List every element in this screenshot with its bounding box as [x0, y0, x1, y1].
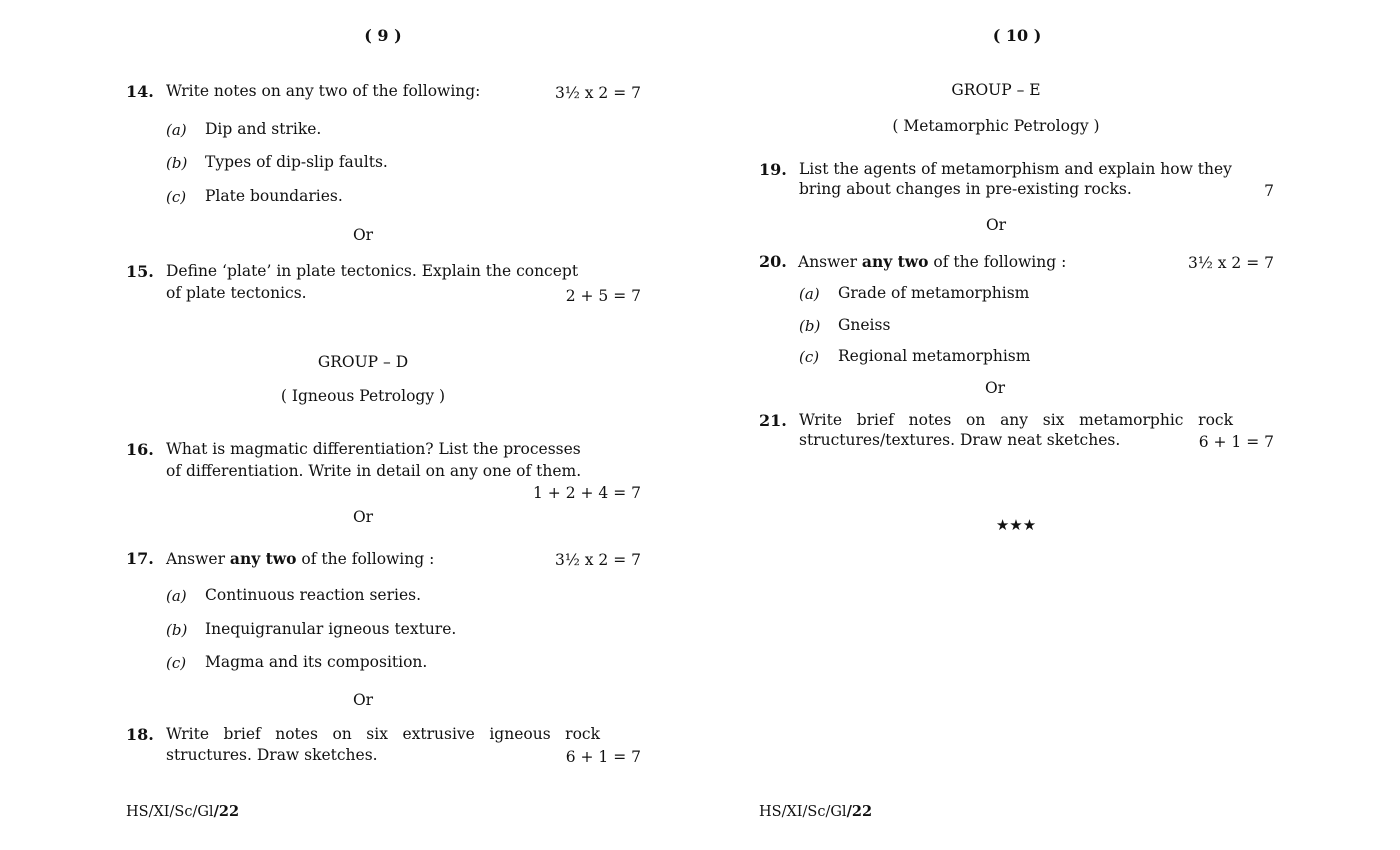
option-label: (a): [799, 285, 820, 303]
option-label: (a): [166, 121, 187, 139]
footer-code: HS/XI/Sc/Gl/22: [759, 803, 873, 820]
question-text-line1: What is magmatic differentiation? List the processes: [166, 440, 581, 458]
question-number: 17.: [126, 549, 154, 568]
question-text-line2: of differentiation. Write in detail on any one of them.: [166, 462, 582, 480]
option-text: Types of dip-slip faults.: [205, 153, 388, 171]
question-marks: 3½ x 2 = 7: [1187, 254, 1274, 272]
question-text: Answer any two of the following :: [798, 252, 1067, 271]
question-number: 14.: [126, 82, 154, 101]
group-subtitle: ( Igneous Petrology ): [280, 387, 446, 405]
question-text-line1: Write brief notes on any six metamorphic rock: [799, 411, 1233, 429]
question-marks: 1 + 2 + 4 = 7: [533, 484, 641, 502]
emphasis-text: any two: [229, 549, 297, 568]
option-label: (c): [166, 654, 187, 672]
question-number: 16.: [126, 440, 154, 459]
question-number: 18.: [126, 725, 154, 744]
question-number: 20.: [759, 252, 787, 271]
question-text-line1: Write brief notes on six extrusive igneous rock: [166, 725, 600, 743]
group-subtitle: ( Metamorphic Petrology ): [892, 117, 1100, 135]
footer-code: HS/XI/Sc/Gl/22: [126, 803, 240, 820]
emphasis-text: any two: [861, 252, 929, 271]
option-label: (b): [799, 317, 821, 335]
or-separator: Or: [352, 691, 374, 709]
page-number: ( 10 ): [992, 26, 1042, 45]
question-text-line2: of plate tectonics.: [166, 284, 307, 302]
group-title: GROUP – D: [317, 353, 409, 371]
or-separator: Or: [985, 216, 1007, 234]
question-marks: 6 + 1 = 7: [565, 748, 641, 766]
question-text-line2: structures. Draw sketches.: [166, 746, 378, 764]
question-marks: 3½ x 2 = 7: [554, 84, 641, 102]
question-marks: 6 + 1 = 7: [1198, 433, 1274, 451]
question-text-line1: Define ‘plate’ in plate tectonics. Explain the concept: [166, 262, 579, 280]
option-label: (c): [799, 348, 820, 366]
question-text-line2: structures/textures. Draw neat sketches.: [799, 431, 1121, 449]
option-text: Regional metamorphism: [838, 347, 1031, 365]
option-text: Dip and strike.: [205, 120, 322, 138]
question-text-line1: List the agents of metamorphism and explain how they: [799, 160, 1232, 178]
option-text: Continuous reaction series.: [205, 586, 422, 604]
question-marks: 7: [1264, 182, 1274, 200]
option-label: (c): [166, 188, 187, 206]
option-text: Plate boundaries.: [205, 187, 343, 205]
question-text: Write notes on any two of the following:: [166, 82, 481, 100]
question-number: 15.: [126, 262, 154, 281]
option-label: (a): [166, 587, 187, 605]
option-text: Magma and its composition.: [205, 653, 428, 671]
option-text: Grade of metamorphism: [838, 284, 1030, 302]
option-label: (b): [166, 621, 188, 639]
question-number: 21.: [759, 411, 787, 430]
question-marks: 3½ x 2 = 7: [554, 551, 641, 569]
end-of-paper-mark: ★★★: [995, 516, 1037, 534]
question-text-line2: bring about changes in pre-existing rocks.: [799, 180, 1132, 198]
or-separator: Or: [984, 379, 1006, 397]
or-separator: Or: [352, 508, 374, 526]
question-number: 19.: [759, 160, 787, 179]
group-title: GROUP – E: [951, 81, 1041, 99]
question-text: Answer any two of the following :: [166, 549, 435, 568]
option-label: (b): [166, 154, 188, 172]
option-text: Inequigranular igneous texture.: [205, 620, 457, 638]
option-text: Gneiss: [838, 316, 891, 334]
question-marks: 2 + 5 = 7: [565, 287, 641, 305]
or-separator: Or: [352, 226, 374, 244]
page-number: ( 9 ): [364, 26, 402, 45]
